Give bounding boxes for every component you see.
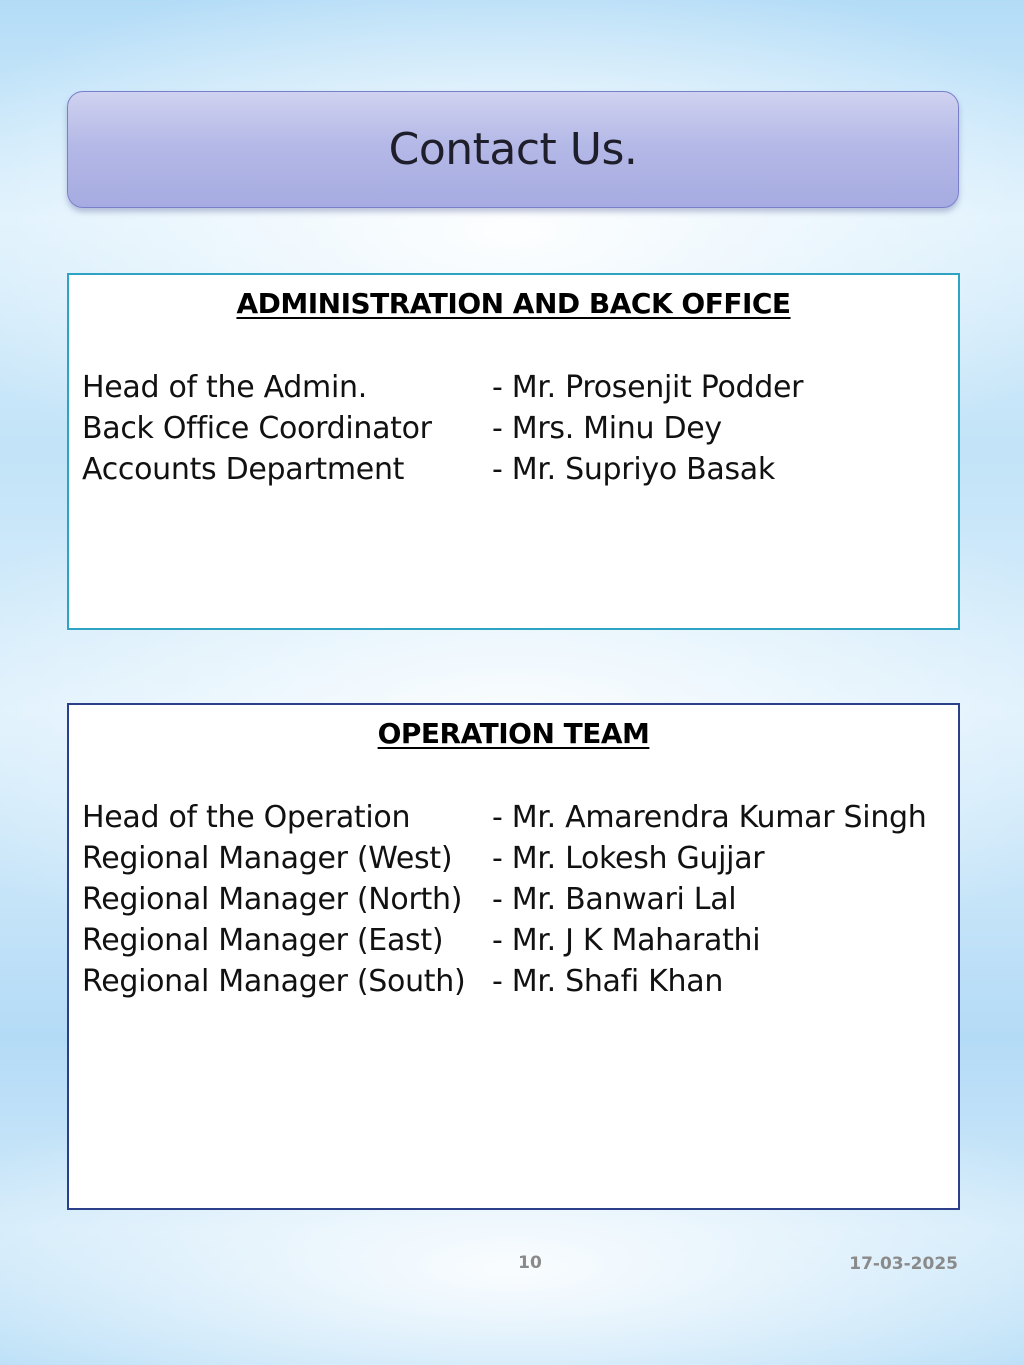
contact-row bbox=[82, 838, 954, 879]
contact-role: Back Office Coordinator bbox=[82, 411, 432, 446]
slide-date: 17-03-2025 bbox=[849, 1254, 958, 1274]
contact-role: Regional Manager (West) bbox=[82, 841, 453, 876]
contact-role: Regional Manager (East) bbox=[82, 923, 444, 958]
contact-row bbox=[82, 961, 954, 1002]
contact-row bbox=[82, 797, 954, 838]
contact-person: - Mr. Banwari Lal bbox=[492, 882, 737, 917]
admin-contacts-panel bbox=[67, 273, 960, 630]
operation-team-panel bbox=[67, 703, 960, 1210]
contact-person: - Mr. J K Maharathi bbox=[492, 923, 761, 958]
contact-person: - Mr. Prosenjit Podder bbox=[492, 370, 804, 405]
contact-row bbox=[82, 449, 954, 490]
contact-role: Regional Manager (South) bbox=[82, 964, 466, 999]
contact-person: - Mr. Shafi Khan bbox=[492, 964, 724, 999]
contact-person: - Mr. Supriyo Basak bbox=[492, 452, 775, 487]
admin-section-heading: ADMINISTRATION AND BACK OFFICE bbox=[236, 287, 791, 320]
page-title: Contact Us. bbox=[388, 124, 638, 175]
operation-contact-list bbox=[82, 797, 954, 1002]
contact-row bbox=[82, 367, 954, 408]
contact-role: Accounts Department bbox=[82, 452, 405, 487]
contact-row bbox=[82, 879, 954, 920]
contact-role: Regional Manager (North) bbox=[82, 882, 463, 917]
admin-contact-list bbox=[82, 367, 954, 490]
contact-row bbox=[82, 408, 954, 449]
contact-role: Head of the Admin. bbox=[82, 370, 367, 405]
contact-person: - Mr. Lokesh Gujjar bbox=[492, 841, 765, 876]
contact-person: - Mrs. Minu Dey bbox=[492, 411, 722, 446]
slide-number: 10 bbox=[518, 1253, 542, 1273]
title-banner bbox=[67, 91, 959, 208]
operation-section-heading: OPERATION TEAM bbox=[377, 717, 650, 750]
contact-role: Head of the Operation bbox=[82, 800, 411, 835]
contact-person: - Mr. Amarendra Kumar Singh bbox=[492, 800, 927, 835]
contact-row bbox=[82, 920, 954, 961]
